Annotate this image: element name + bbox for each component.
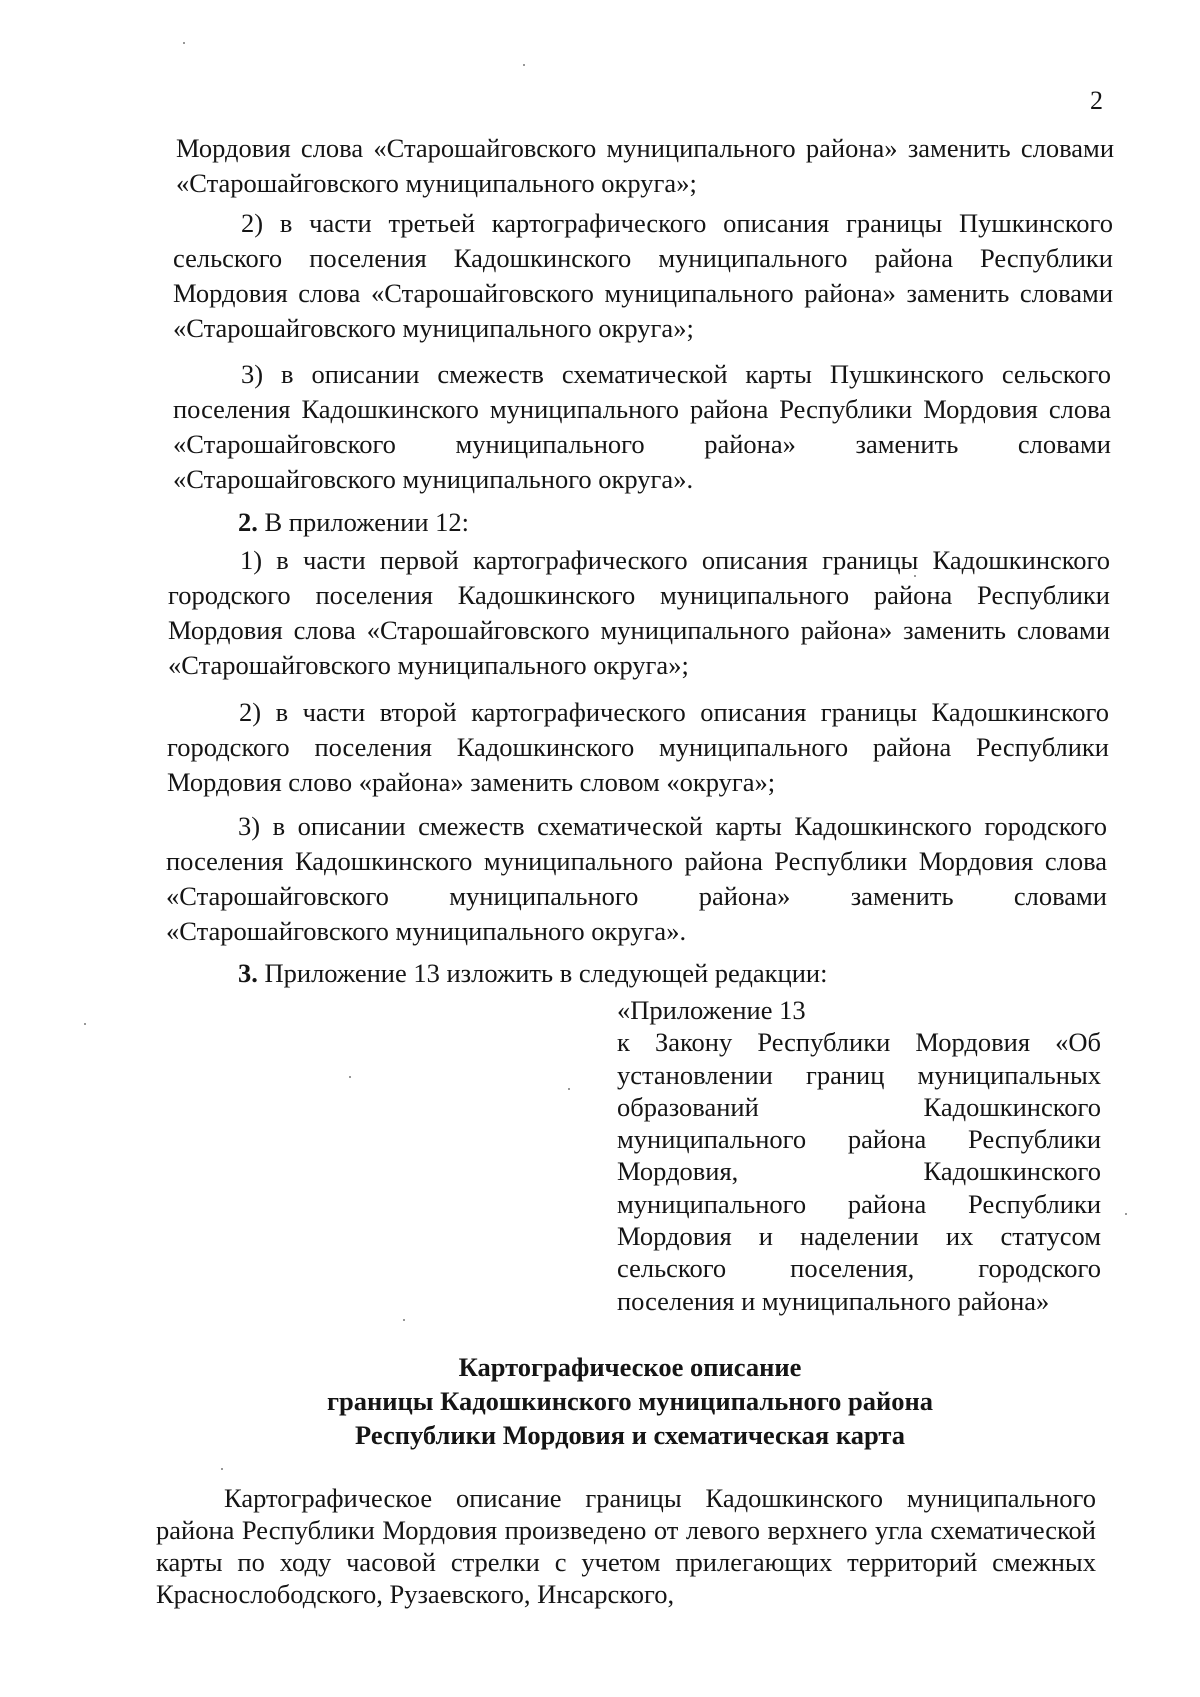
- item-number-3: 3.: [238, 958, 258, 988]
- appendix-header: [617, 994, 1101, 1317]
- paragraph-2: 2) в части третьей картографического описания границы Пушкинского сельского поселения Кадошкинского муниципального района Республики Мордовия слова «Старошайговского муниципального района» заменить словами «Старошайговского муниципального округа»;: [173, 208, 1113, 343]
- heading-line-2: границы Кадошкинского муниципального района: [326, 1386, 934, 1416]
- final-paragraph: Картографическое описание границы Кадошкинского муниципального района Республики Мордовия произведено от левого верхнего угла схематической карты по ходу часовой стрелки с учетом прилегающих территорий смежных Краснослободского, Рузаевского, Инсарского,: [156, 1483, 1096, 1609]
- section-heading: [160, 1350, 1100, 1452]
- paragraph-7: 3) в описании смежеств схематической карты Кадошкинского городского поселения Кадошкинского муниципального района Республики Мордовия слова «Старошайговского муниципального района» заменить словами «Старошайговского муниципального округа».: [166, 811, 1107, 946]
- paragraph-1: Мордовия слова «Старошайговского муниципального района» заменить словами «Старошайговского муниципального округа»;: [176, 133, 1114, 198]
- scan-speck: [221, 1468, 223, 1470]
- scan-speck: [1125, 1213, 1127, 1215]
- appendix-text: к Закону Республики Мордовия «Об установлении границ муниципальных образований Кадошкинского муниципального района Республики Мордовия, Кадошкинского муниципального района Республики Мордовия и наделении их статусом сельского поселения, городского поселения и муниципального района»: [617, 1027, 1101, 1316]
- heading-line-3: Республики Мордовия и схематическая карта: [355, 1420, 905, 1450]
- scan-speck: [403, 1319, 405, 1321]
- paragraph-4: [170, 505, 1112, 540]
- paragraph-8-text: Приложение 13 изложить в следующей редакции:: [257, 958, 828, 988]
- scan-speck: [349, 1076, 351, 1078]
- paragraph-4-text: В приложении 12:: [257, 507, 469, 537]
- scan-speck: [568, 1088, 570, 1090]
- page-number: 2: [1090, 86, 1103, 115]
- scan-speck: [523, 64, 525, 66]
- scan-speck: [914, 575, 916, 577]
- paragraph-3: 3) в описании смежеств схематической карты Пушкинского сельского поселения Кадошкинского муниципального района Республики Мордовия слова «Старошайговского муниципального района» заменить словами «Старошайговского муниципального округа».: [173, 359, 1111, 494]
- paragraph-5: 1) в части первой картографического описания границы Кадошкинского городского поселения Кадошкинского муниципального района Республики Мордовия слова «Старошайговского муниципального района» заменить словами «Старошайговского муниципального округа»;: [168, 545, 1110, 680]
- appendix-title: «Приложение 13: [617, 995, 806, 1025]
- scan-speck: [84, 1023, 86, 1025]
- paragraph-6: 2) в части второй картографического описания границы Кадошкинского городского поселения Кадошкинского муниципального района Республики Мордовия слово «района» заменить словом «округа»;: [167, 697, 1109, 797]
- scan-speck: [183, 42, 185, 44]
- paragraph-8: [166, 956, 1106, 991]
- item-number-2: 2.: [238, 507, 258, 537]
- heading-line-1: Картографическое описание: [458, 1352, 802, 1382]
